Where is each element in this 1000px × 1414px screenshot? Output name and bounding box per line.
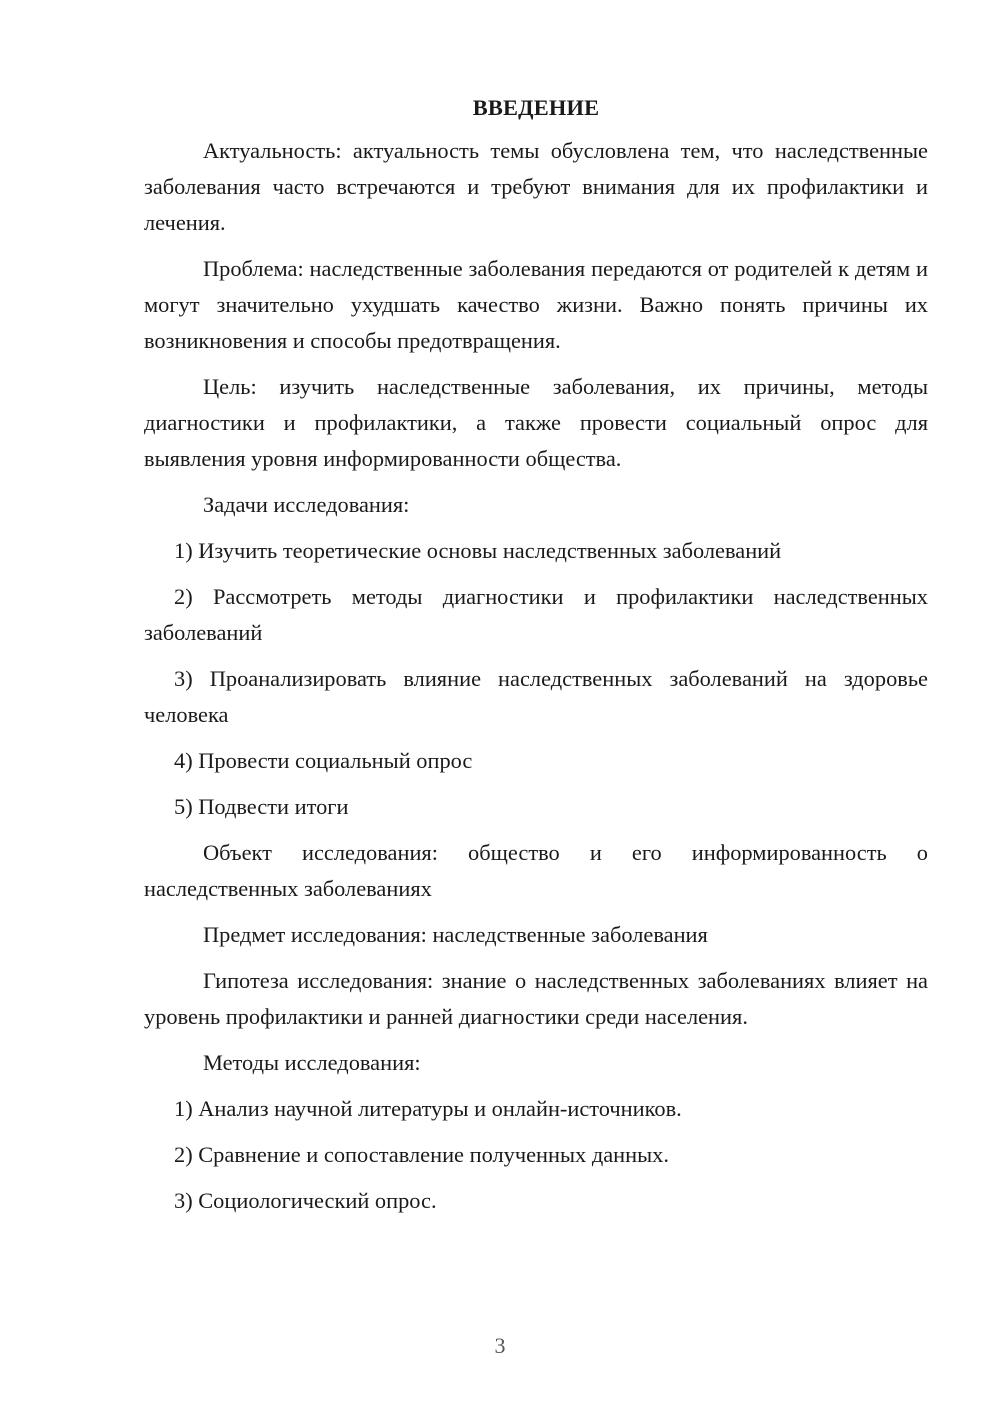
method-item-2: 2) Сравнение и сопоставление полученных данных. xyxy=(174,1142,669,1167)
tasks-heading: Задачи исследования: xyxy=(203,492,410,517)
subject-paragraph: Предмет исследования: наследственные заболевания xyxy=(203,922,708,947)
task-item-5: 5) Подвести итоги xyxy=(174,794,349,819)
hypothesis-paragraph: Гипотеза исследования: знание о наследственных заболеваниях влияет на уровень профилактики и ранней диагностики среди населения. xyxy=(144,968,928,1029)
problem-paragraph: Проблема: наследственные заболевания передаются от родителей к детям и могут значительно ухудшать качество жизни. Важно понять причины их возникновения и способы предотвращения. xyxy=(144,256,928,353)
method-item-3: 3) Социологический опрос. xyxy=(174,1188,437,1213)
page-number: 3 xyxy=(494,1333,506,1358)
task-item-1: 1) Изучить теоретические основы наследственных заболеваний xyxy=(174,538,782,563)
object-paragraph: Объект исследования: общество и его информированность о наследственных заболеваниях xyxy=(144,840,928,901)
goal-paragraph: Цель: изучить наследственные заболевания, их причины, методы диагностики и профилактики, а также провести социальный опрос для выявления уровня информированности общества. xyxy=(144,374,928,471)
task-item-4: 4) Провести социальный опрос xyxy=(174,748,473,773)
task-item-3: 3) Проанализировать влияние наследственных заболеваний на здоровье человека xyxy=(144,666,928,727)
methods-heading: Методы исследования: xyxy=(203,1050,421,1075)
relevance-paragraph: Актуальность: актуальность темы обусловлена тем, что наследственные заболевания часто встречаются и требуют внимания для их профилактики и лечения. xyxy=(144,138,928,235)
section-title: ВВЕДЕНИЕ xyxy=(472,95,600,120)
method-item-1: 1) Анализ научной литературы и онлайн-источников. xyxy=(174,1096,682,1121)
document-page xyxy=(144,90,928,1229)
task-item-2: 2) Рассмотреть методы диагностики и профилактики наследственных заболеваний xyxy=(144,584,928,645)
